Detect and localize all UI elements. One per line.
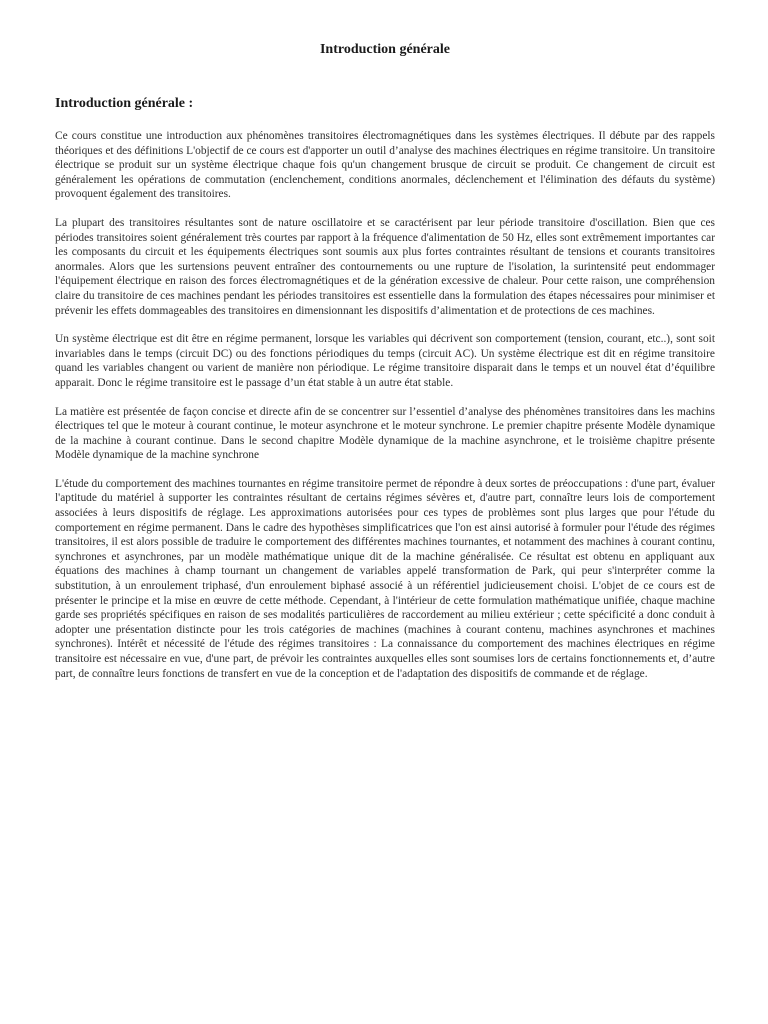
paragraph-course-outline: La matière est présentée de façon concise et directe afin de se concentrer sur l’essentiel d’analyse des phénomènes transitoires dans les machins électriques tel que le moteur à courant continue, le moteur asynchrone et le moteur synchrone. Le premier chapitre présente Modèle dynamique de la machine à courant continue. Dans le second chapitre Modèle dynamique de la machine asynchrone, et le troisième chapitre présente Modèle dynamique de la machine synchrone	[55, 405, 715, 462]
paragraph-rotating-machines-study: L'étude du comportement des machines tournantes en régime transitoire permet de répondre à deux sortes de préoccupations : d'une part, évaluer l'aptitude du matériel à supporter les contraintes résultant de certains régimes sévères et, d'autre part, connaître leurs lois de comportement associées à leurs dispositifs de réglage. Les approximations autorisées pour ces types de problèmes sont plus larges que pour l'étude du comportement en régime permanent. Dans le cadre des hypothèses simplificatrices que l'on est ainsi autorisé à formuler pour l'étude des régimes transitoires, il est alors possible de traduire le comportement des différentes machines tournantes, et notamment des machines à courant continu, synchrones et asynchrones, par un modèle mathématique unique dit de la machine généralisée. Ce résultat est obtenu en appliquant aux équations des machines à champ tournant un changement de variables appelé transformation de Park, qui peur s'interpréter comme la substitution, à un enroulement triphasé, d'un enroulement biphasé associé à un référentiel judicieusement choisi. L'objet de ce cours est de présenter le principe et la mise en œuvre de cette méthode. Cependant, à l'intérieur de cette formulation mathématique unifiée, chaque machine garde ses propriétés spécifiques en raison de ses modalités particulières de raccordement au milieu extérieur ; cette spécificité a donc conduit à adopter une présentation distincte pour les trois catégories de machines (machines à courant contenu, machines asynchrones et machines synchrones). Intérêt et nécessité de l'étude des régimes transitoires : La connaissance du comportement des machines électriques en régime transitoire est nécessaire en vue, d'une part, de prévoir les contraintes auxquelles elles sont soumises lors de certains fonctionnements et, d’autre part, de connaître leurs fonctions de transfert en vue de la conception et de l'adaptation des dispositifs de commande et de réglage.	[55, 477, 715, 680]
paragraph-steady-vs-transient: Un système électrique est dit être en régime permanent, lorsque les variables qui décrivent son comportement (tension, courant, etc..), sont soit invariables dans le temps (circuit DC) ou des fonctions périodiques du temps (circuit AC). Un système électrique est dit en régime transitoire quand les variables changent ou varient de manière non périodique. Le régime transitoire disparait dans le temps et un nouvel état d’équilibre apparait. Donc le régime transitoire est le passage d’un état stable à un autre état stable.	[55, 333, 715, 389]
document-page	[55, 0, 715, 695]
section-title: Introduction générale :	[55, 96, 194, 111]
page-header-title: Introduction générale	[319, 42, 450, 57]
paragraph-intro: Ce cours constitue une introduction aux phénomènes transitoires électromagnétiques dans les systèmes électriques. Il débute par des rappels théoriques et des définitions L'objectif de ce cours est d'apporter un outil d’analyse des machines électriques en régime transitoire. Un transitoire électrique se produit sur un système électrique chaque fois qu'un changement brusque de circuit se produit. Ce changement de circuit est généralement les opérations de commutation (enclenchement, conditions anormales, déclenchement et l'élimination des défauts du système) provoquent également des transitoires.	[55, 130, 715, 201]
paragraph-oscillatory-transients: La plupart des transitoires résultantes sont de nature oscillatoire et se caractérisent par leur période transitoire d'oscillation. Bien que ces périodes transitoires soient généralement très courtes par rapport à la fréquence d'alimentation de 50 Hz, elles sont extrêmement importantes car les composants du circuit et les équipements électriques sont soumis aux plus fortes contraintes résultant de tensions et courants transitoires anormales. Alors que les surtensions peuvent entraîner des contournements ou une rupture de l'isolation, la surintensité peut endommager l'équipement électrique en raison des forces électromagnétiques et de la génération excessive de chaleur. Pour cette raison, une compréhension claire du transitoire de ces machines pendant les périodes transitoires est essentielle dans la formulation des étapes nécessaires pour minimiser et prévenir les effets dommageables des transitoires en dimensionnant les dispositifs d’alimentation et de protections de ces machines.	[55, 216, 715, 317]
